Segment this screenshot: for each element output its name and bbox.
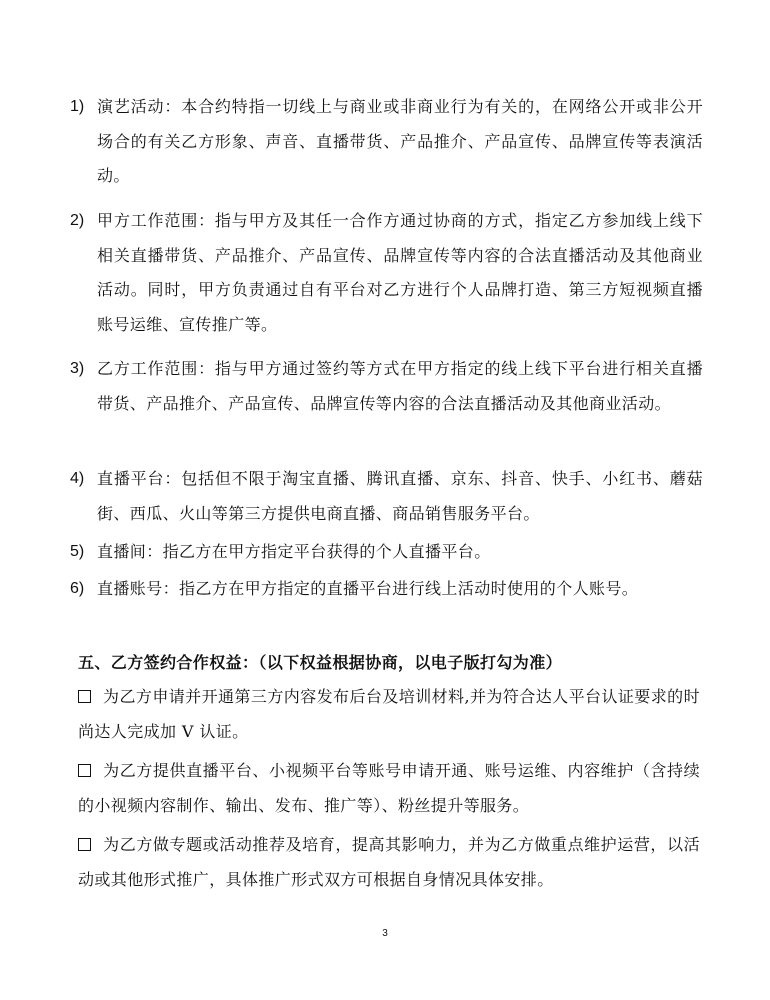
list-item-text: 直播平台：包括但不限于淘宝直播、腾讯直播、京东、抖音、快手、小红书、蘑菇街、西瓜、火山等第三方提供电商直播、商品销售服务平台。 — [97, 469, 703, 523]
checklist-item — [78, 828, 700, 897]
page-number: 3 — [382, 928, 388, 939]
checkbox[interactable] — [78, 764, 91, 777]
list-item-number: 2) — [70, 212, 85, 229]
checklist-item — [78, 680, 700, 749]
list-item-text: 甲方工作范围：指与甲方及其任一合作方通过协商的方式，指定乙方参加线上线下相关直播带货、产品推介、产品宣传、品牌宣传等内容的合法直播活动及其他商业活动。同时，甲方负责通过自有平台对乙方进行个人品牌打造、第三方短视频直播账号运维、宣传推广等。 — [97, 211, 703, 334]
list-item-number: 5) — [70, 543, 85, 560]
list-item-number: 1) — [70, 98, 85, 115]
list-item-number: 3) — [70, 360, 85, 377]
list-item-number: 6) — [70, 580, 85, 597]
list-item-number: 4) — [70, 470, 85, 487]
checkbox[interactable] — [78, 690, 91, 703]
list-item-text: 乙方工作范围：指与甲方通过签约等方式在甲方指定的线上线下平台进行相关直播带货、产品推介、产品宣传、品牌宣传等内容的合法直播活动及其他商业活动。 — [97, 359, 703, 413]
checklist-item-text: 为乙方申请并开通第三方内容发布后台及培训材料,并为符合达人平台认证要求的时尚达人完成加 V 认证。 — [78, 687, 700, 741]
checkbox[interactable] — [78, 838, 91, 851]
checklist-item — [78, 754, 700, 823]
list-item-text: 直播间：指乙方在甲方指定平台获得的个人直播平台。 — [97, 542, 491, 561]
list-item-text: 演艺活动：本合约特指一切线上与商业或非商业行为有关的，在网络公开或非公开场合的有关乙方形象、声音、直播带货、产品推介、产品宣传、品牌宣传等表演活动。 — [97, 97, 703, 185]
list-item-text: 直播账号：指乙方在甲方指定的直播平台进行线上活动时使用的个人账号。 — [97, 579, 639, 598]
section-heading: 五、乙方签约合作权益：（以下权益根据协商，以电子版打勾为准） — [78, 653, 563, 672]
checklist-item-text: 为乙方提供直播平台、小视频平台等账号申请开通、账号运维、内容维护（含持续的小视频内容制作、输出、发布、推广等）、粉丝提升等服务。 — [78, 761, 700, 815]
checklist-item-text: 为乙方做专题或活动推荐及培育，提高其影响力，并为乙方做重点维护运营，以活动或其他形式推广，具体推广形式双方可根据自身情况具体安排。 — [78, 835, 700, 889]
